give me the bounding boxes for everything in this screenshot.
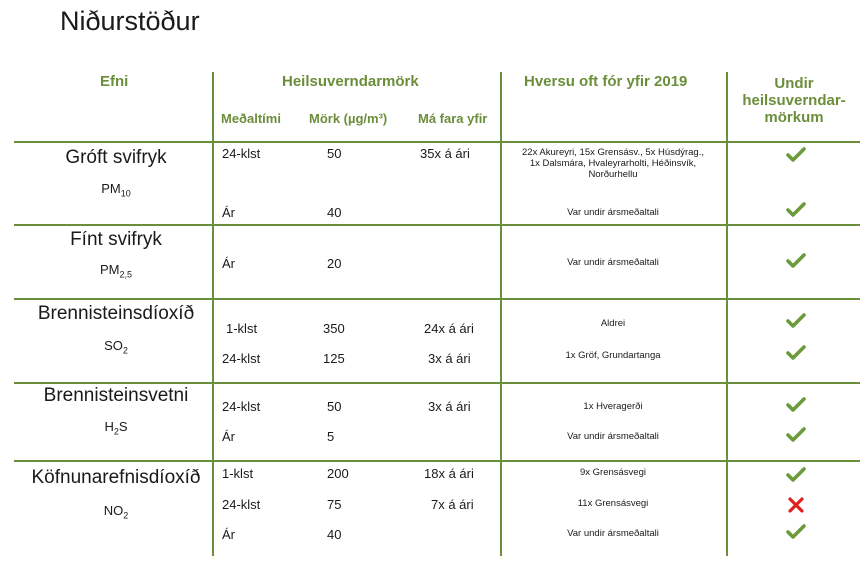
- substance-formula: $PM_{2,5}$: [99, 262, 132, 280]
- header-undir: Undir heilsuverndar- mörkum: [742, 75, 846, 126]
- row-divider: [14, 224, 860, 226]
- cell-time: 24-klst: [222, 399, 261, 414]
- cell-occurrences: Var undir ársmeðaltali: [567, 207, 659, 218]
- substance-name: Fínt svifryk: [70, 229, 162, 250]
- column-divider: [726, 72, 728, 556]
- cell-time: 24-klst: [222, 497, 261, 512]
- cell-exceed: 7x á ári: [431, 497, 474, 512]
- cell-occurrences: Var undir ársmeðaltali: [567, 431, 659, 442]
- cell-exceed: 3x á ári: [428, 351, 471, 366]
- check-icon: [786, 146, 806, 164]
- row-divider: [14, 460, 860, 462]
- cell-limit: 125: [323, 351, 345, 366]
- header-heilsuverndarmork: Heilsuverndarmörk: [282, 73, 419, 90]
- cell-exceed: 3x á ári: [428, 399, 471, 414]
- column-divider: [500, 72, 502, 556]
- substance-formula: $H_2S$: [104, 419, 128, 437]
- cell-occurrences: Aldrei: [600, 318, 626, 329]
- substance-name: Brennisteinsvetni: [43, 385, 189, 406]
- cell-occurrences: 9x Grensásvegi: [579, 467, 646, 478]
- check-icon: [786, 466, 806, 484]
- cell-limit: 40: [327, 527, 342, 542]
- header-medaltimi: Meðaltími: [221, 111, 281, 126]
- header-hversu-oft: Hversu oft fór yfir 2019: [524, 73, 688, 90]
- cell-exceed: 24x á ári: [424, 321, 474, 336]
- cell-time: 24-klst: [222, 146, 261, 161]
- check-icon: [786, 523, 806, 541]
- substance-formula: $NO_2$: [103, 503, 129, 521]
- cell-occurrences: 1x Gröf, Grundartanga: [565, 350, 661, 361]
- cell-limit: 200: [327, 466, 349, 481]
- cross-icon: [787, 496, 807, 514]
- check-icon: [786, 252, 806, 270]
- page-title: Niðurstöður: [60, 6, 200, 36]
- cell-occurrences: Var undir ársmeðaltali: [567, 257, 659, 268]
- cell-time: 1-klst: [226, 321, 258, 336]
- cell-exceed: 18x á ári: [424, 466, 474, 481]
- cell-time: Ár: [222, 256, 235, 271]
- cell-limit: 75: [327, 497, 342, 512]
- cell-occurrences: Var undir ársmeðaltali: [567, 528, 659, 539]
- cell-time: 1-klst: [222, 466, 254, 481]
- cell-occurrences: 1x Hveragerði: [583, 401, 643, 412]
- check-icon: [786, 312, 806, 330]
- substance-name: Gróft svifryk: [65, 147, 167, 168]
- cell-limit: 5: [327, 429, 335, 444]
- cell-exceed: 35x á ári: [420, 146, 470, 161]
- header-ma-fara-yfir: Má fara yfir: [418, 111, 488, 126]
- cell-time: Ár: [222, 429, 235, 444]
- header-efni: Efni: [100, 73, 129, 90]
- cell-limit: 40: [327, 205, 342, 220]
- cell-occurrences: 11x Grensásvegi: [577, 498, 649, 509]
- cell-time: Ár: [222, 205, 235, 220]
- substance-formula: $SO_2$: [104, 338, 128, 356]
- cell-occurrences: 22x Akureyri, 15x Grensásv., 5x Húsdýrag., 1x Dalsmára, Hvaleyrarholti, Héðinsvík, Norðurhellu: [522, 147, 704, 180]
- cell-limit: 50: [327, 146, 342, 161]
- substance-name: Köfnunarefnisdíoxíð: [31, 467, 201, 488]
- substance-name: Brennisteinsdíoxíð: [37, 303, 195, 324]
- check-icon: [786, 201, 806, 219]
- cell-time: 24-klst: [222, 351, 261, 366]
- cell-limit: 20: [327, 256, 342, 271]
- cell-limit: 50: [327, 399, 342, 414]
- cell-time: Ár: [222, 527, 235, 542]
- substance-formula: $PM_{10}$: [101, 181, 131, 199]
- header-mork: Mörk (µg/m³): [309, 111, 388, 126]
- check-icon: [786, 426, 806, 444]
- row-divider: [14, 298, 860, 300]
- check-icon: [786, 344, 806, 362]
- cell-limit: 350: [323, 321, 345, 336]
- check-icon: [786, 396, 806, 414]
- row-divider: [14, 141, 860, 143]
- row-divider: [14, 382, 860, 384]
